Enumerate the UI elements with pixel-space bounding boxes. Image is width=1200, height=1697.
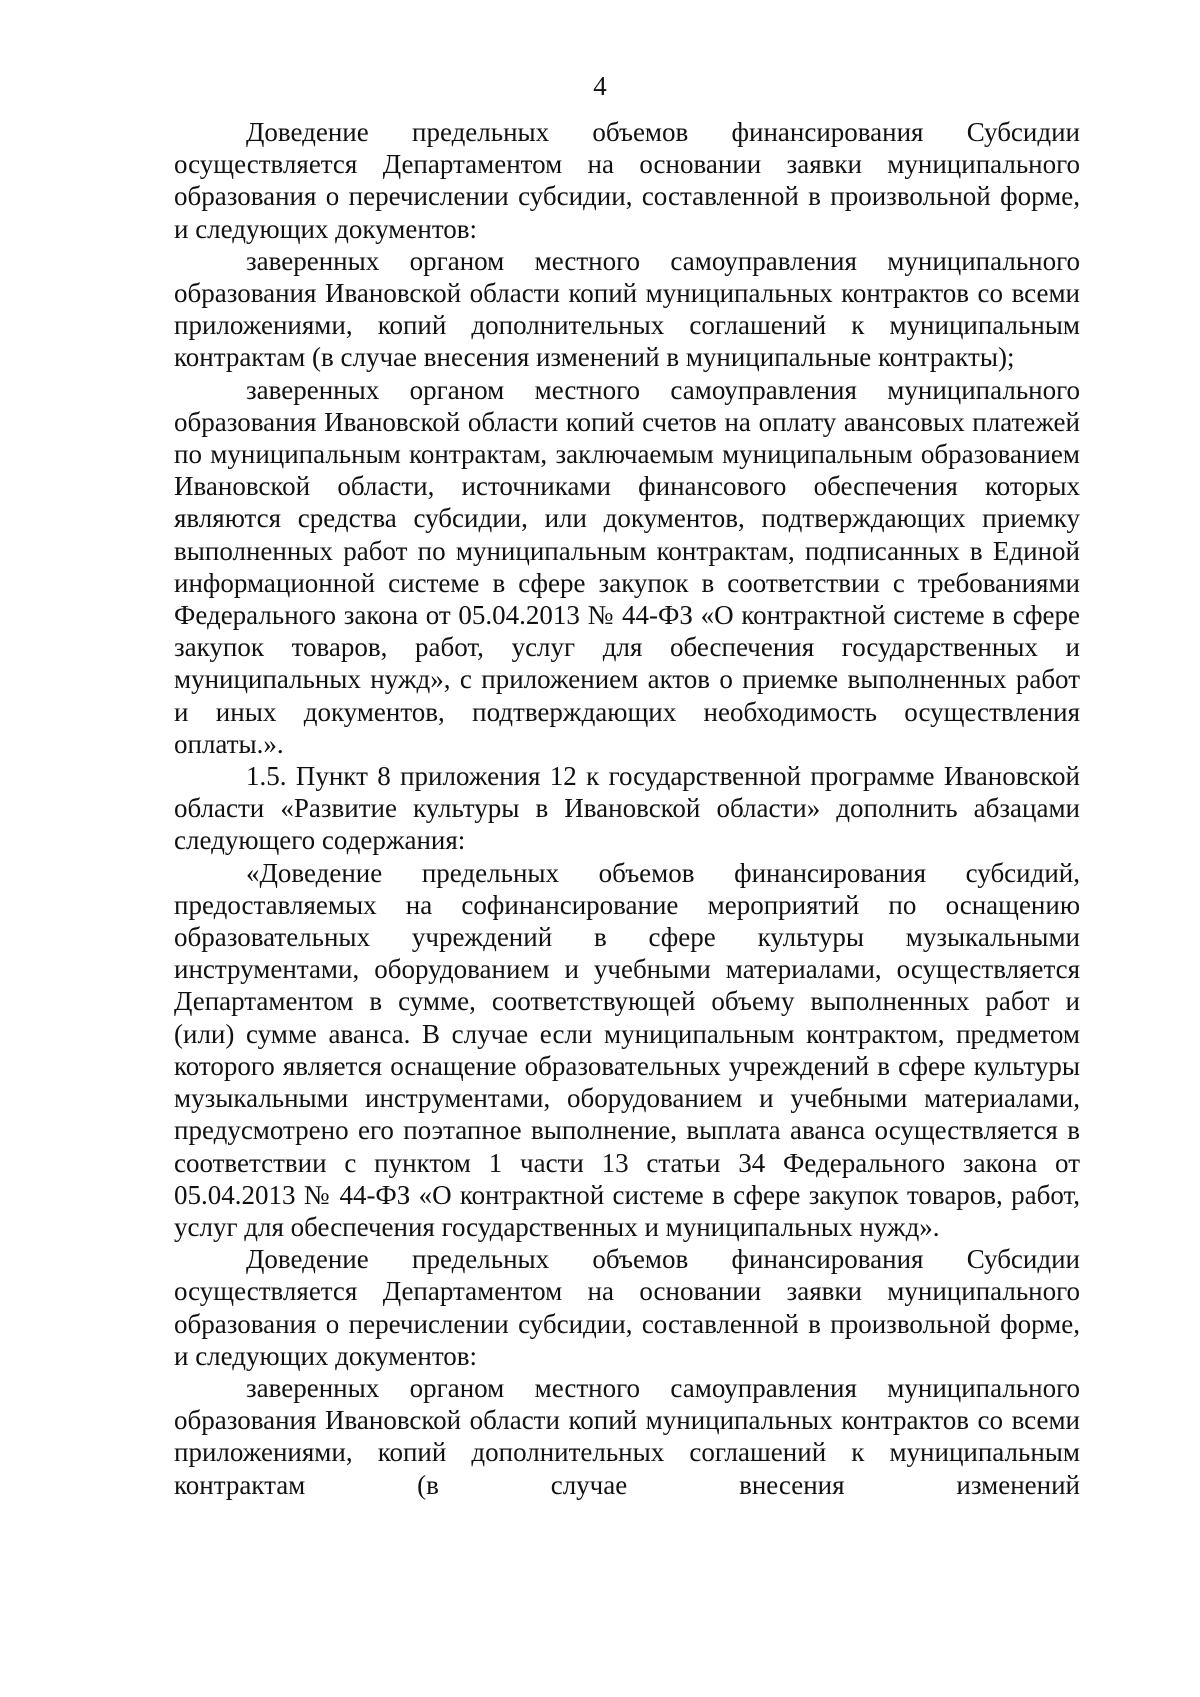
- paragraph-invoice-copies: заверенных органом местного самоуправления муниципального образования Ивановской области копий счетов на оплату авансовых платежей по муниципальным контрактам, заключаемым муниципальным образованием Ивановской области, источниками финансового обеспечения которых являются средства субсидии, или документов, подтверждающих приемку выполненных работ по муниципальным контрактам, подписанных в Единой информационной системе в сфере закупок в соответствии с требованиями Федерального закона от 05.04.2013 № 44-ФЗ «О контрактной системе в сфере закупок товаров, работ, услуг для обеспечения государственных и муниципальных нужд», с приложением актов о приемке выполненных работ и иных документов, подтверждающих необходимость осуществления оплаты.».: [174, 374, 1080, 759]
- paragraph-funding-subsidy: Доведение предельных объемов финансирования Субсидии осуществляется Департаментом на основании заявки муниципального образования о перечислении субсидии, составленной в произвольной форме, и следующих документов:: [174, 117, 1080, 244]
- page-number: 4: [593, 71, 607, 101]
- paragraph-funding-subsidy-repeat: Доведение предельных объемов финансирования Субсидии осуществляется Департаментом на основании заявки муниципального образования о перечислении субсидии, составленной в произвольной форме, и следующих документов:: [174, 1244, 1080, 1371]
- paragraph-item-1-5: 1.5. Пункт 8 приложения 12 к государственной программе Ивановской области «Развитие культуры в Ивановской области» дополнить абзацами следующего содержания:: [174, 761, 1080, 856]
- paragraph-contract-copies-repeat: заверенных органом местного самоуправления муниципального образования Ивановской области копий муниципальных контрактов со всеми приложениями, копий дополнительных соглашений к муниципальным контрактам (в случае внесения изменений: [174, 1372, 1080, 1500]
- paragraph-contract-copies: заверенных органом местного самоуправления муниципального образования Ивановской области копий муниципальных контрактов со всеми приложениями, копий дополнительных соглашений к муниципальным контрактам (в случае внесения изменений в муниципальные контракты);: [174, 245, 1080, 373]
- paragraph-funding-subsidies-culture: «Доведение предельных объемов финансирования субсидий, предоставляемых на софинансирование мероприятий по оснащению образовательных учреждений в сфере культуры музыкальными инструментами, оборудованием и учебными материалами, осуществляется Департаментом в сумме, соответствующей объему выполненных работ и (или) сумме аванса. В случае если муниципальным контрактом, предметом которого является оснащение образовательных учреждений в сфере культуры музыкальными инструментами, оборудованием и учебными материалами, предусмотрено его поэтапное выполнение, выплата аванса осуществляется в соответствии с пунктом 1 части 13 статьи 34 Федерального закона от 05.04.2013 № 44-ФЗ «О контрактной системе в сфере закупок товаров, работ, услуг для обеспечения государственных и муниципальных нужд».: [174, 857, 1080, 1242]
- document-body: [174, 116, 1080, 1501]
